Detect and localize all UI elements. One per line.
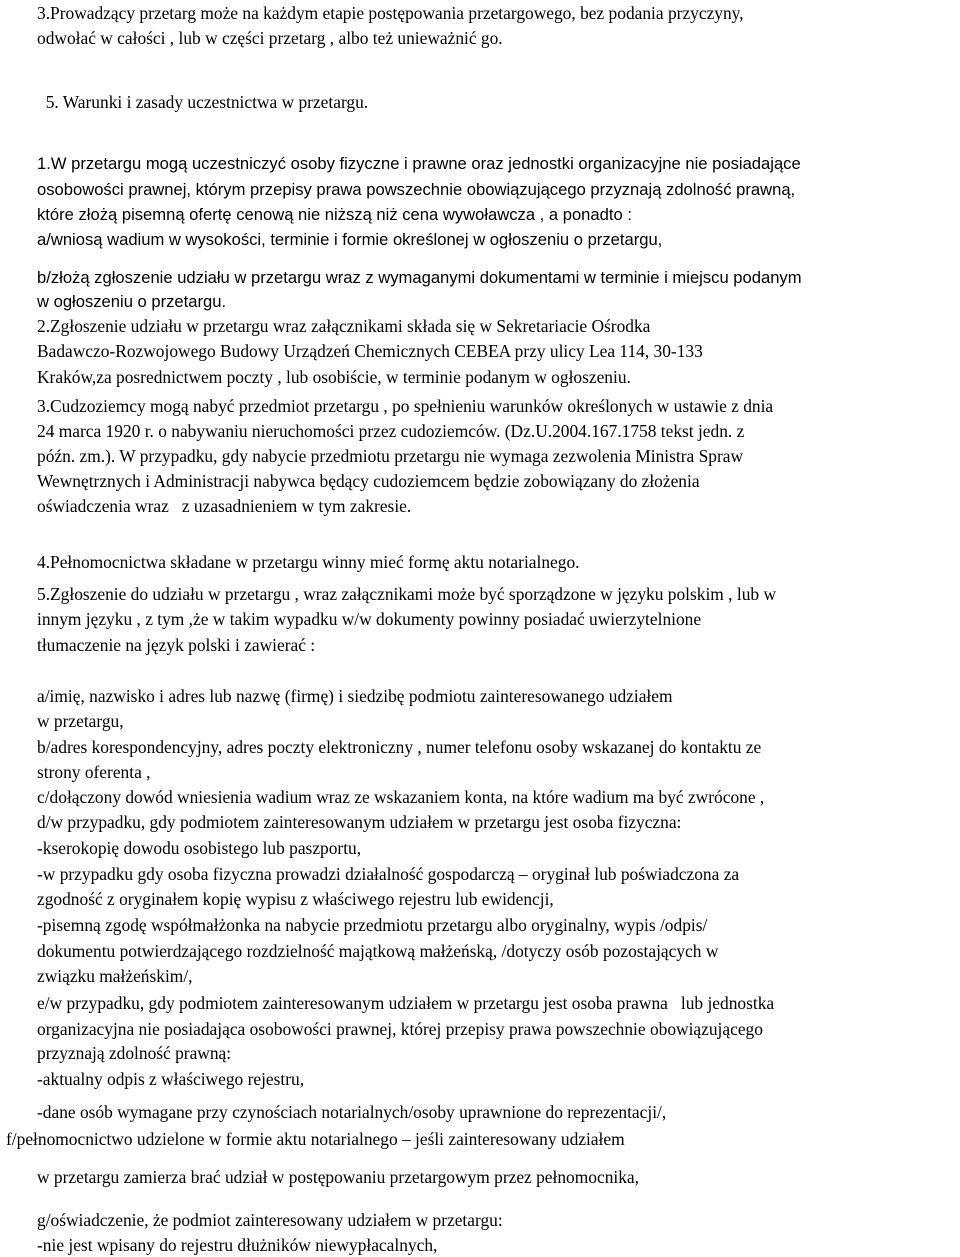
text-line: b/złożą zgłoszenie udziału w przetargu wraz z wymaganymi dokumentami w terminie i miejscu podanym [37,268,802,287]
text-line: e/w przypadku, gdy podmiotem zainteresowanym udziałem w przetargu jest osoba prawna lub jednostka [37,993,775,1013]
text-line: -pisemną zgodę współmałżonka na nabycie przedmiotu przetargu albo oryginalny, wypis /odpis/ [37,915,708,935]
text-line: innym języku , z tym ,że w takim wypadku w/w dokumenty powinny posiadać uwierzytelnione [37,609,702,629]
text-line: osobowości prawnej, którym przepisy prawa powszechnie obowiązującego przyznają zdolność prawną, [37,180,796,199]
text-line: odwołać w całości , lub w części przetarg , albo też unieważnić go. [37,28,503,48]
text-line: a/wniosą wadium w wysokości, terminie i formie określonej w ogłoszeniu o przetargu, [37,230,663,249]
text-line: które złożą pisemną ofertę cenową nie niższą niż cena wywoławcza , a ponadto : [37,205,632,224]
text-line: -aktualny odpis z właściwego rejestru, [37,1069,305,1089]
text-line: f/pełnomocnictwo udzielone w formie aktu notarialnego – jeśli zainteresowany udziałem [6,1129,625,1149]
text-line: organizacyjna nie posiadająca osobowości prawnej, której przepisy prawa powszechnie obowiązującego [37,1019,763,1039]
text-line: w przetargu, [37,711,124,731]
text-line: d/w przypadku, gdy podmiotem zainteresowanym udziałem w przetargu jest osoba fizyczna: [37,812,682,832]
text-line: strony oferenta , [37,762,151,782]
text-line: Kraków,za posrednictwem poczty , lub osobiście, w terminie podanym w ogłoszeniu. [37,367,631,387]
text-line: -kserokopię dowodu osobistego lub paszportu, [37,838,362,858]
text-line: dokumentu potwierdzającego rozdzielność majątkową małżeńską, /dotyczy osób pozostających w [37,941,719,961]
text-line: oświadczenia wraz z uzasadnieniem w tym zakresie. [37,496,412,516]
text-line: 3.Prowadzący przetarg może na każdym etapie postępowania przetargowego, bez podania przyczyny, [37,3,744,23]
text-line: g/oświadczenie, że podmiot zainteresowany udziałem w przetargu: [37,1210,503,1230]
text-line: 24 marca 1920 r. o nabywaniu nieruchomości przez cudoziemców. (Dz.U.2004.167.1758 tekst jedn. z [37,421,745,441]
text-line: późn. zm.). W przypadku, gdy nabycie przedmiotu przetargu nie wymaga zezwolenia Ministra Spraw [37,446,744,466]
text-line: 1.W przetargu mogą uczestniczyć osoby fizyczne i prawne oraz jednostki organizacyjne nie posiadające [37,154,801,173]
text-line: 3.Cudzoziemcy mogą nabyć przedmiot przetargu , po spełnieniu warunków określonych w ustawie z dnia [37,396,774,416]
text-line: w ogłoszeniu o przetargu. [37,292,227,311]
text-line: c/dołączony dowód wniesienia wadium wraz ze wskazaniem konta, na które wadium ma być zwrócone , [37,787,765,807]
text-line: 5.Zgłoszenie do udziału w przetargu , wraz załącznikami może być sporządzone w języku polskim , lub w [37,584,777,604]
text-line: -dane osób wymagane przy czynościach notarialnych/osoby uprawnione do reprezentacji/, [37,1102,667,1122]
text-line: b/adres korespondencyjny, adres poczty elektroniczny , numer telefonu osoby wskazanej do kontaktu ze [37,737,762,757]
text-line: Badawczo-Rozwojowego Budowy Urządzeń Chemicznych CEBEA przy ulicy Lea 114, 30-133 [37,341,703,361]
text-line: Wewnętrznych i Administracji nabywca będący cudoziemcem będzie zobowiązany do złożenia [37,471,700,491]
text-line: 4.Pełnomocnictwa składane w przetargu winny mieć formę aktu notarialnego. [37,552,580,572]
text-line: tłumaczenie na język polski i zawierać : [37,635,316,655]
text-line: w przetargu zamierza brać udział w postępowaniu przetargowym przez pełnomocnika, [37,1167,639,1187]
text-line: -nie jest wpisany do rejestru dłużników niewypłacalnych, [37,1235,438,1255]
text-line: -w przypadku gdy osoba fizyczna prowadzi działalność gospodarczą – oryginał lub poświadczona za [37,864,740,884]
text-line: a/imię, nazwisko i adres lub nazwę (firmę) i siedzibę podmiotu zainteresowanego udziałem [37,686,673,706]
text-line: związku małżeńskim/, [37,966,193,986]
text-line: 2.Zgłoszenie udziału w przetargu wraz załącznikami składa się w Sekretariacie Ośrodka [37,316,651,336]
text-line: przyznają zdolność prawną: [37,1043,232,1063]
text-line: zgodność z oryginałem kopię wypisu z właściwego rejestru lub ewidencji, [37,889,554,909]
section-heading: 5. Warunki i zasady uczestnictwa w przetargu. [37,92,369,112]
